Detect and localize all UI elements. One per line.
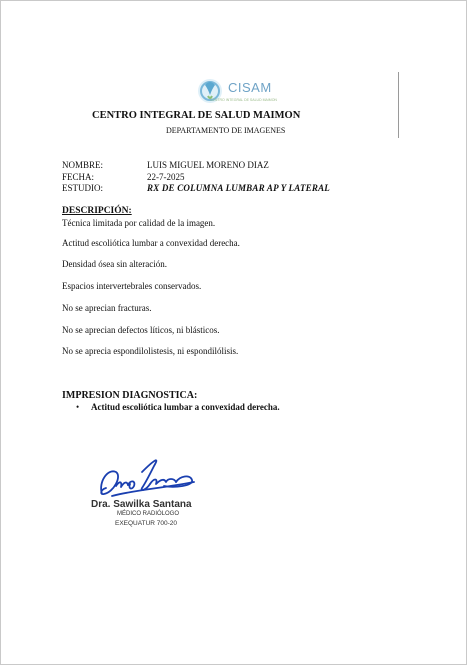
doctor-title: MÉDICO RADIÓLOGO: [117, 511, 180, 517]
doctor-name: Dra. Sawilka Santana: [91, 499, 192, 510]
exequatur: EXEQUATUR 700-20: [115, 520, 178, 527]
center-name: CENTRO INTEGRAL DE SALUD MAIMON: [92, 110, 301, 121]
description-title: DESCRIPCIÓN:: [62, 206, 132, 216]
impression-title: IMPRESION DIAGNOSTICA:: [62, 390, 198, 401]
finding-5: No se aprecian fracturas.: [62, 303, 152, 313]
bullet-icon: •: [76, 402, 80, 412]
finding-2: Actitud escoliótica lumbar a convexidad derecha.: [62, 238, 240, 248]
study-label: ESTUDIO:: [62, 183, 103, 193]
date-label: FECHA:: [62, 172, 95, 182]
study-value: RX DE COLUMNA LUMBAR AP Y LATERAL: [147, 183, 330, 193]
logo-subtitle: CENTRO INTEGRAL DE SALUD MAIMON: [210, 98, 277, 102]
name-value: LUIS MIGUEL MORENO DIAZ: [147, 160, 269, 170]
date-value: 22-7-2025: [147, 172, 185, 182]
impression-item: Actitud escoliótica lumbar a convexidad derecha.: [91, 402, 280, 412]
finding-7: No se aprecia espondilolistesis, ni espondilólisis.: [62, 346, 239, 356]
finding-3: Densidad ósea sin alteración.: [62, 259, 167, 269]
signature-image: [94, 452, 199, 502]
header-divider: [398, 72, 399, 138]
finding-6: No se aprecian defectos líticos, ni blásticos.: [62, 325, 220, 335]
name-label: NOMBRE:: [62, 160, 104, 170]
logo-text: CISAM: [228, 80, 272, 95]
finding-1: Técnica limitada por calidad de la imagen.: [62, 218, 216, 228]
department-name: DEPARTAMENTO DE IMAGENES: [166, 126, 286, 135]
finding-4: Espacios intervertebrales conservados.: [62, 281, 202, 291]
